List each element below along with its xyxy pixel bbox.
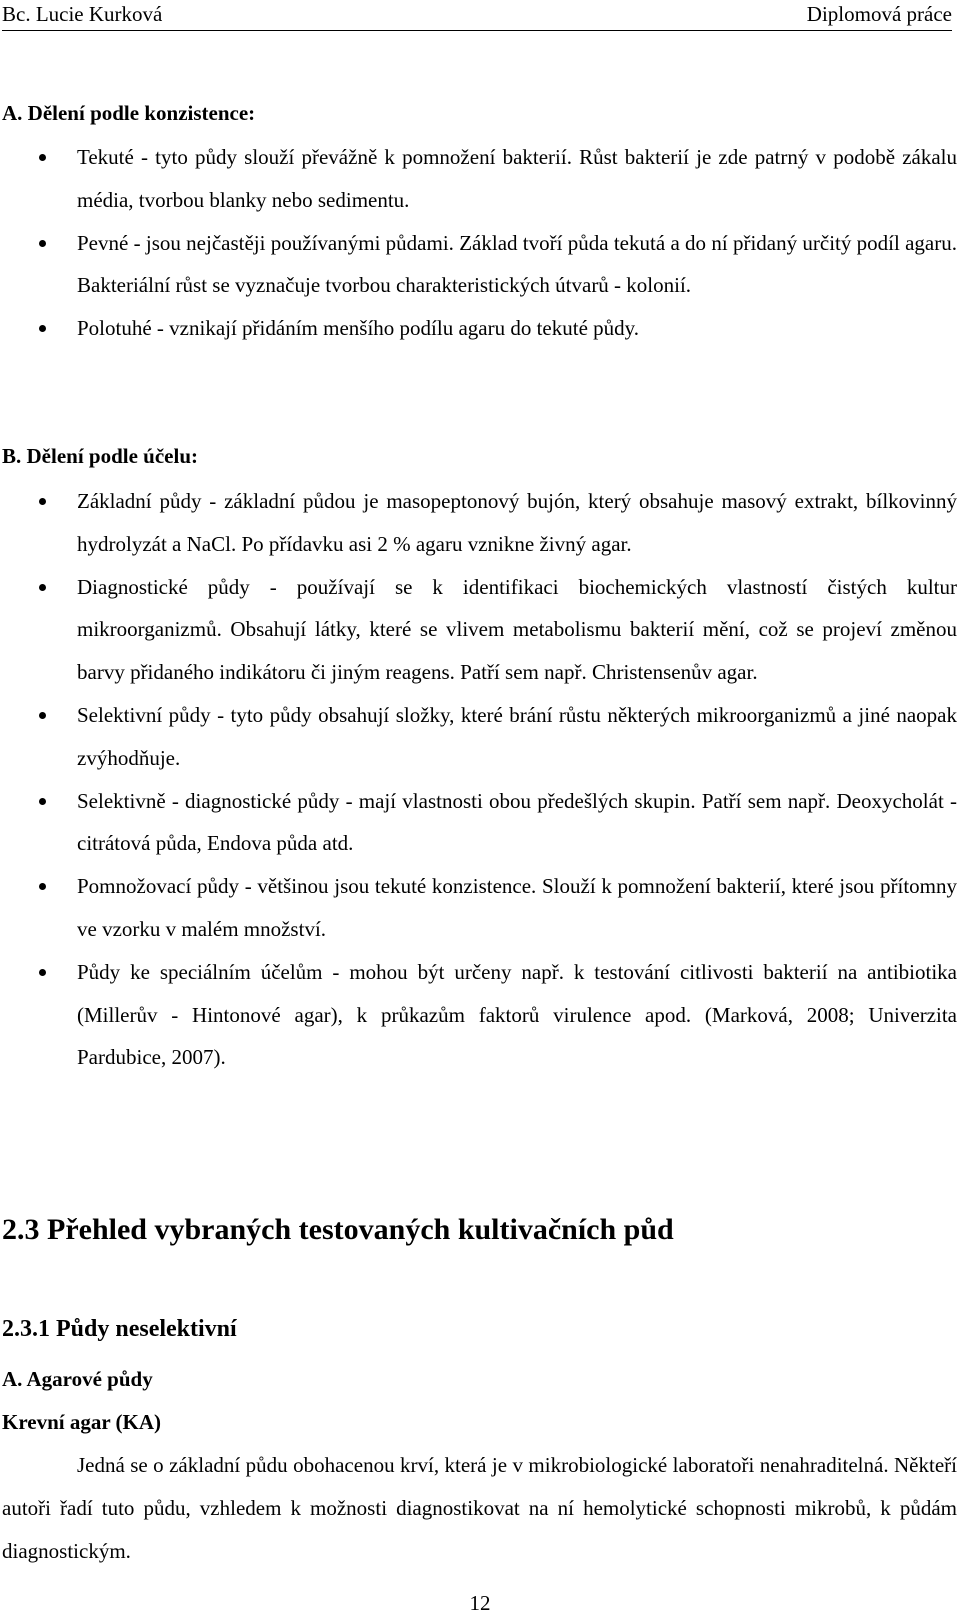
section-a-heading: A. Dělení podle konzistence: [2, 101, 256, 125]
list-item: Pomnožovací půdy - většinou jsou tekuté konzistence. Slouží k pomnožení bakterií, které jsou přítomny ve vzorku v malém množství. [0, 865, 960, 951]
header-document-type: Diplomová práce [806, 2, 952, 26]
list-item: Diagnostické půdy - používají se k identifikaci biochemických vlastností čistých kultur mikroorganizmů. Obsahují látky, které se vlivem metabolismu bakterií mění, což se projeví změnou barvy přidaného indikátoru či jiným reagens. Patří sem např. Christensenův agar. [0, 566, 960, 694]
list-item: Základní půdy - základní půdou je masopeptonový bujón, který obsahuje masový extrakt, bílkovinný hydrolyzát a NaCl. Po přídavku asi 2 % agaru vznikne živný agar. [0, 480, 960, 566]
subheading-agar-media: A. Agarové půdy [2, 1367, 153, 1391]
list-item: Polotuhé - vznikají přidáním menšího podílu agaru do tekuté půdy. [0, 307, 960, 350]
item-title-blood-agar: Krevní agar (KA) [2, 1410, 162, 1434]
list-item: Selektivní půdy - tyto půdy obsahují složky, které brání růstu některých mikroorganizmů a jiné naopak zvýhodňuje. [0, 694, 960, 780]
list-item: Půdy ke speciálním účelům - mohou být určeny např. k testování citlivosti bakterií na antibiotika (Millerův - Hintonové agar), k průkazům faktorů virulence apod. (Marková, 2008; Univerzita Pardubice, 2007). [0, 951, 960, 1079]
section-2-3-heading: 2.3 Přehled vybraných testovaných kultivačních půd [2, 1213, 674, 1246]
page-number: 12 [469, 1591, 491, 1615]
section-b-heading: B. Dělení podle účelu: [2, 444, 199, 468]
list-item: Pevné - jsou nejčastěji používanými půdami. Základ tvoří půda tekutá a do ní přidaný určitý podíl agaru. Bakteriální růst se vyznačuje tvorbou charakteristických útvarů - kolonií. [0, 222, 960, 308]
blood-agar-paragraph: Jedná se o základní půdu obohacenou krví, která je v mikrobiologické laboratoři nenahraditelná. Někteří autoři řadí tuto půdu, vzhledem k možnosti diagnostikovat na ní hemolytické schopnosti mikrobů, k půdám diagnostickým. [2, 1453, 957, 1563]
page-header [2, 0, 952, 31]
list-item: Tekuté - tyto půdy slouží převážně k pomnožení bakterií. Růst bakterií je zde patrný v podobě zákalu média, tvorbou blanky nebo sedimentu. [0, 136, 960, 222]
section-b-list [0, 480, 960, 1079]
section-2-3-1-heading: 2.3.1 Půdy neselektivní [2, 1316, 237, 1342]
list-item: Selektivně - diagnostické půdy - mají vlastnosti obou předešlých skupin. Patří sem např. Deoxycholát - citrátová půda, Endova půda atd. [0, 780, 960, 866]
section-a-list [0, 136, 960, 350]
header-author: Bc. Lucie Kurková [2, 2, 163, 26]
